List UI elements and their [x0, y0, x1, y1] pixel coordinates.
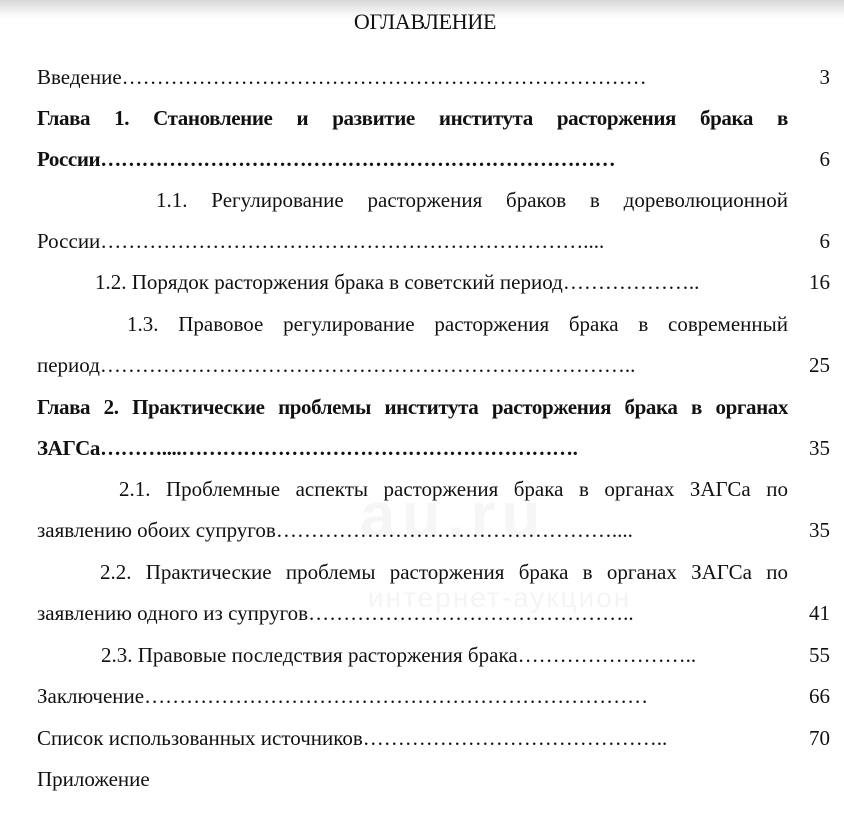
- toc-entry-2-1-line1: 2.1. Проблемные аспекты расторжения брака в органах ЗАГСа по: [119, 477, 788, 501]
- toc-entry-chapter2-line1: Глава 2. Практические проблемы института расторжения брака в органах: [37, 395, 788, 419]
- toc-entry-2-2-line2: заявлению одного из супругов………………………………………..: [37, 601, 634, 625]
- toc-page-intro: 3: [819, 65, 830, 89]
- toc-entry-chapter2-line2: [37, 436, 788, 460]
- toc-entry-2-2-line1: 2.2. Практические проблемы расторжения брака в органах ЗАГСа по: [100, 560, 788, 584]
- toc-entry-1-3-line2: период…………………………………………………………………..: [37, 353, 636, 377]
- toc-page-2-3: 55: [809, 643, 830, 667]
- page-title: ОГЛАВЛЕНИЕ: [353, 9, 497, 34]
- toc-entry-references: Список использованных источников……………………………………..: [37, 726, 668, 750]
- toc-entry-chapter1-tail: России…………………………………………………………………: [37, 147, 616, 171]
- toc-entry-2-1-line2: заявлению обоих супругов…………………………………………....: [37, 518, 633, 542]
- toc-entry-1-2: 1.2. Порядок расторжения брака в советский период………………..: [95, 270, 700, 294]
- toc-entry-chapter1-line2: [37, 147, 788, 171]
- toc-page-references: 70: [809, 726, 830, 750]
- toc-page-1-2: 16: [809, 270, 830, 294]
- toc-entry-chapter1-line1: Глава 1. Становление и развитие института расторжения брака в: [37, 106, 788, 130]
- toc-page-2-1: 35: [809, 518, 830, 542]
- toc-entry-chapter2-tail: ЗАГСа………....………………………………………………….: [37, 436, 578, 460]
- toc-entry-2-3: 2.3. Правовые последствия расторжения брака……………………..: [101, 643, 697, 667]
- toc-entry-intro: Введение…………………………………………………………………: [37, 65, 647, 89]
- toc-entry-1-1-line2: России……………………………………………………………....: [37, 229, 605, 253]
- toc-entry-conclusion: Заключение………………………………………………………………: [37, 684, 649, 708]
- toc-entry-1-3-line1: 1.3. Правовое регулирование расторжения брака в современный: [127, 312, 788, 336]
- toc-page-2-2: 41: [809, 601, 830, 625]
- toc-entry-appendix: Приложение: [37, 767, 150, 791]
- toc-page-1-1: 6: [819, 229, 830, 253]
- toc-page-conclusion: 66: [809, 684, 830, 708]
- toc-entry-1-1-line1: 1.1. Регулирование расторжения браков в дореволюционной: [156, 188, 788, 212]
- toc-page-chapter1: 6: [819, 147, 830, 171]
- toc-page-1-3: 25: [809, 353, 830, 377]
- toc-page-chapter2: 35: [809, 436, 830, 460]
